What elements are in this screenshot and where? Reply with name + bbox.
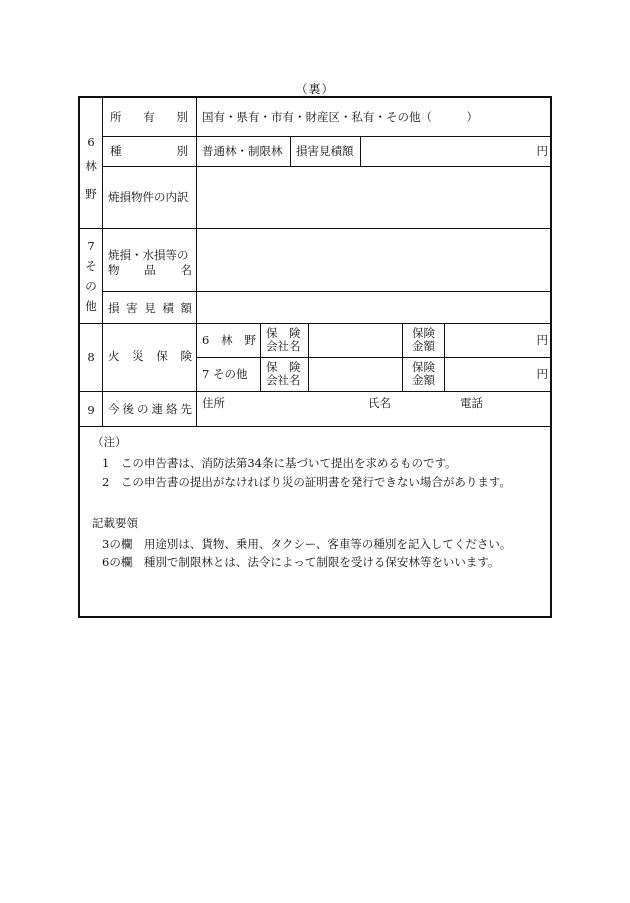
amount-label-line: 保険 [412, 326, 435, 340]
guide-item: 6の欄 種別で制限林とは、法令によって制限を受ける保安林等をいいます。 [102, 555, 500, 569]
amount-label-line: 保険 [412, 360, 435, 374]
insurance-company-label [266, 327, 308, 353]
other-damage-label [108, 301, 192, 315]
yen-unit: 円 [536, 367, 548, 381]
company-label-line: 会社名 [266, 339, 301, 353]
address-label: 住所 [202, 396, 225, 410]
label-char: 別 [176, 110, 188, 124]
amount-label-line: 金額 [412, 339, 435, 353]
label-char: 損 [108, 301, 120, 315]
divider [102, 291, 552, 292]
burned-items-label: 焼損物件の内訳 [108, 190, 189, 204]
guide-heading: 記載要領 [92, 516, 138, 530]
label-char: 連 [151, 402, 163, 416]
items-label [108, 248, 194, 278]
note-item: 2 この申告書の提出がなければり災の証明書を発行できない場合があります。 [102, 475, 511, 489]
divider [290, 136, 291, 166]
section8-title [108, 349, 192, 363]
label-char: 火 [108, 349, 120, 363]
label-char: 先 [180, 402, 192, 416]
section6-title [80, 134, 102, 202]
label-char: 別 [176, 144, 188, 158]
insurance-company-label [266, 361, 308, 387]
items-label-line2 [108, 263, 194, 278]
label-char: 物 [108, 263, 120, 277]
company-label-line: 保 険 [266, 360, 301, 374]
label-char: 保 [156, 349, 168, 363]
label-char: 災 [132, 349, 144, 363]
label-char: 害 [126, 301, 138, 315]
label-char: 今 [108, 402, 120, 416]
contact-name-label: 氏名 [368, 396, 391, 410]
section7-title-char: の [85, 279, 97, 293]
forest-damage-amount-field[interactable] [362, 144, 548, 158]
label-char: 品 [144, 263, 156, 277]
section8-number: 8 [87, 350, 95, 364]
insurance-row-other-name: 7 その他 [202, 367, 248, 381]
section9-title [108, 402, 192, 416]
phone-label: 電話 [460, 396, 483, 410]
guide-item: 3の欄 用途別は、貨物、乗用、タクシー、客車等の種別を記入してください。 [102, 537, 512, 551]
divider [196, 357, 552, 358]
yen-unit: 円 [536, 144, 548, 158]
label-char: 絡 [166, 402, 178, 416]
amount-label-line: 金額 [412, 373, 435, 387]
ownership-options[interactable]: 国有・県有・市有・財産区・私有・その他（ ） [202, 110, 478, 124]
section9-number: 9 [87, 403, 95, 417]
burned-items-field[interactable] [198, 168, 550, 226]
label-char: 険 [180, 349, 192, 363]
label-char: 所 [110, 110, 122, 124]
yen-unit: 円 [536, 333, 548, 347]
label-char: 積 [162, 301, 174, 315]
label-char: 野 [244, 333, 256, 347]
insurance-amount-field[interactable] [446, 367, 548, 381]
insurance-row-forest-name [202, 333, 256, 347]
section6-title-char: 野 [85, 187, 97, 201]
label-char: 有 [143, 110, 155, 124]
label-char: 見 [144, 301, 156, 315]
section7-title-char: そ [85, 259, 97, 273]
contact-field[interactable] [198, 412, 550, 424]
divider [102, 98, 103, 426]
company-label-line: 保 険 [266, 326, 301, 340]
insurance-company-field[interactable] [310, 359, 400, 389]
label-char: の [137, 402, 149, 416]
note-item: 1 この申告書は、消防法第34条に基づいて提出を求めるものです。 [102, 456, 457, 470]
label-char: 6 [202, 333, 210, 347]
divider [80, 426, 552, 427]
section6-title-char: 林 [85, 159, 97, 173]
section6-number: 6 [87, 135, 95, 149]
insurance-amount-label [412, 361, 444, 387]
items-field[interactable] [198, 230, 550, 290]
divider [80, 228, 552, 229]
forest-damage-label: 損害見積額 [296, 144, 354, 158]
label-char: 額 [180, 301, 192, 315]
label-char: 後 [122, 402, 134, 416]
insurance-amount-field[interactable] [446, 333, 548, 347]
section7-title [80, 238, 102, 314]
type-label [110, 144, 192, 158]
ownership-label [110, 110, 192, 124]
divider [102, 166, 552, 167]
section7-title-char: 他 [85, 299, 97, 313]
label-char: 種 [110, 144, 122, 158]
label-char: 名 [180, 263, 192, 277]
divider [80, 323, 552, 324]
fire-report-form [78, 96, 552, 618]
notes-heading: （注） [92, 435, 127, 449]
other-damage-field[interactable] [198, 293, 550, 321]
divider [102, 136, 552, 137]
divider [196, 98, 197, 426]
page-label: （裏） [295, 82, 335, 96]
insurance-company-field[interactable] [310, 325, 400, 355]
divider [80, 391, 552, 392]
insurance-amount-label [412, 327, 444, 353]
company-label-line: 会社名 [266, 373, 301, 387]
label-char: 林 [221, 333, 233, 347]
section7-number: 7 [87, 239, 95, 253]
type-options[interactable]: 普通林・制限林 [202, 144, 283, 158]
items-label-line1: 焼損・水損等の [108, 248, 189, 262]
divider [360, 136, 361, 166]
